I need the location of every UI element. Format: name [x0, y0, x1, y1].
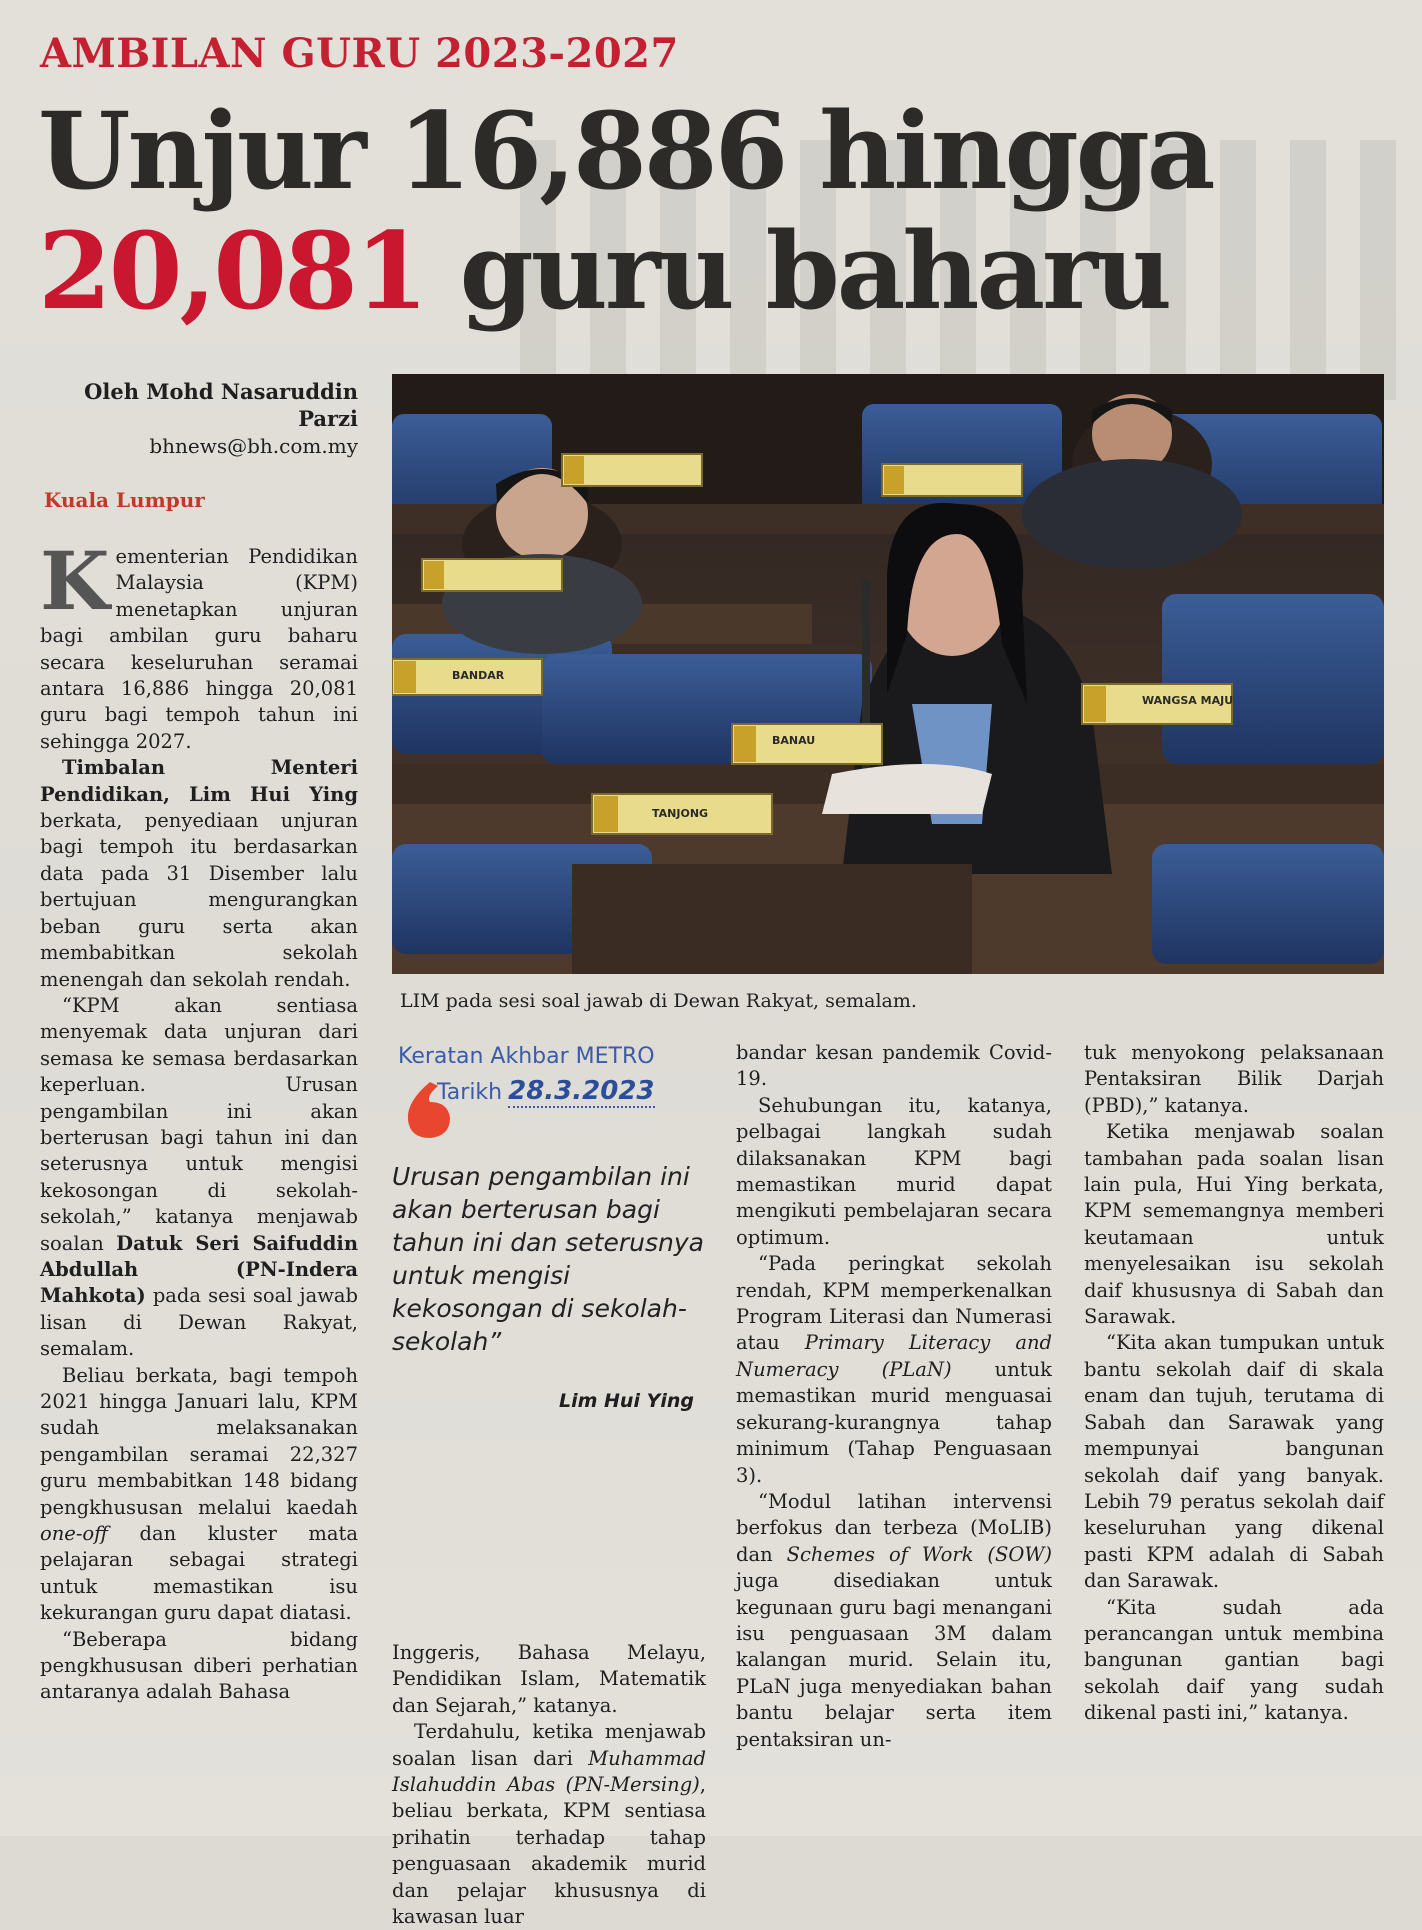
article-column-1: [40, 534, 358, 1706]
paragraph: juga disediakan untuk kegunaan guru bagi menangani isu penguasaan 3M dalam kalangan murid. Selain itu, PLaN juga menyediakan bahan bantu belajar serta item pentaksiran un-: [736, 1569, 1052, 1751]
byline: Oleh Mohd Nasaruddin Parzi: [84, 379, 358, 431]
stamp-date-label: Tarikh: [437, 1080, 503, 1105]
dateline: Kuala Lumpur: [44, 488, 205, 512]
nameplate-label: TANJONG: [652, 807, 709, 820]
headline-line-1: Unjur 16,886 hingga: [38, 88, 1213, 213]
paragraph: , beliau berkata, KPM sentiasa prihatin terhadap tahap penguasaan akademik murid dan pelajar khususnya di kawasan luar: [392, 1773, 706, 1929]
article-column-4: [1084, 1040, 1384, 1727]
italic-term: Primary Literacy and Numeracy (PLaN): [736, 1331, 1052, 1381]
paragraph: “Beberapa bidang pengkhususan diberi perhatian antaranya adalah Bahasa: [40, 1627, 358, 1704]
headline-rest: guru baharu: [425, 208, 1170, 333]
byline-email: bhnews@bh.com.my: [149, 434, 358, 458]
nameplate-label: WANGSA MAJU: [1142, 694, 1234, 707]
stamp-date-value: 28.3.2023: [508, 1076, 655, 1106]
headline-figure: 20,081: [38, 208, 426, 333]
paragraph: Inggeris, Bahasa Melayu, Pendidikan Islam, Matematik dan Sejarah,” katanya.: [392, 1641, 706, 1717]
pull-quote: Urusan pengambilan ini akan berterusan bagi tahun ini dan seterusnya untuk mengisi kekosongan di sekolah-sekolah”: [392, 1162, 704, 1356]
italic-term: Muhammad Islahuddin Abas (PN-Mersing): [392, 1746, 706, 1797]
nameplate-label: BANDAR: [452, 669, 505, 682]
parliament-photo: [392, 374, 1384, 974]
quote-mark-icon: [404, 1072, 456, 1142]
clipping-stamp-date: [437, 1076, 655, 1106]
questioner-name: Datuk Seri Saifuddin Abdullah (PN-Indera Mahkota): [40, 1231, 358, 1308]
drop-cap: K: [40, 534, 110, 628]
article-column-3: [736, 1040, 1052, 1753]
clipping-stamp-label: Keratan Akhbar METRO: [398, 1044, 655, 1069]
paragraph: tuk menyokong pelaksanaan Pentaksiran Bilik Darjah (PBD),” katanya.: [1084, 1041, 1384, 1117]
paragraph: untuk memastikan murid menguasai sekurang-kurangnya tahap minimum (Tahap Penguasaan 3).: [736, 1357, 1052, 1487]
paragraph: ementerian Pendidikan Malaysia (KPM) menetapkan unjuran bagi ambilan guru baharu secara keseluruhan seramai antara 16,886 hingga 20,081 guru bagi tempoh tahun ini sehingga 2027.: [40, 545, 358, 753]
paragraph: “Kita sudah ada perancangan untuk membina bangunan gantian bagi sekolah daif yang sudah dikenal pasti ini,” katanya.: [1084, 1595, 1384, 1725]
italic-term: Schemes of Work (SOW): [786, 1542, 1052, 1566]
kicker: AMBILAN GURU 2023-2027: [40, 30, 679, 77]
paragraph: Beliau berkata, bagi tempoh 2021 hingga Januari lalu, KPM sudah melaksanakan pengambilan seramai 22,327 guru membabitkan 148 bidang pengkhususan melalui kaedah: [40, 1363, 358, 1519]
paragraph: Sehubungan itu, katanya, pelbagai langkah sudah dilaksanakan KPM bagi memastikan murid dapat mengikuti pembelajaran secara optimum.: [736, 1093, 1052, 1249]
italic-term: one-off: [40, 1522, 108, 1546]
paragraph: Ketika menjawab soalan tambahan pada soalan lisan lain pula, Hui Ying berkata, KPM sememangnya memberi keutamaan untuk menyelesaikan isu sekolah daif khususnya di Sabah dan Sarawak.: [1084, 1120, 1384, 1329]
headline-line-2: [38, 208, 1170, 333]
paragraph: dan kluster mata pelajaran sebagai strategi untuk memastikan isu kekurangan guru dapat diatasi.: [40, 1522, 358, 1625]
paragraph: “KPM akan sentiasa menyemak data unjuran dari semasa ke semasa berdasarkan keperluan. Urusan pengambilan ini akan berterusan bagi tahun ini dan seterusnya untuk mengisi kekosongan di sekolah-sekolah,” katanya menjawab soalan: [40, 993, 358, 1255]
paragraph: Terdahulu, ketika menjawab soalan lisan dari: [392, 1720, 706, 1770]
pull-quote-attribution: Lim Hui Ying: [559, 1390, 694, 1412]
paragraph: “Kita akan tumpukan untuk bantu sekolah daif di skala enam dan tujuh, terutama di Sabah dan Sarawak yang mempunyai bangunan sekolah daif yang banyak. Lebih 79 peratus sekolah daif keseluruhan yang dikenal pasti KPM adalah di Sabah dan Sarawak.: [1084, 1331, 1384, 1593]
paragraph: bandar kesan pandemik Covid-19.: [736, 1041, 1052, 1091]
article-column-2: [392, 1640, 706, 1930]
paragraph: berkata, penyediaan unjuran bagi tempoh itu berdasarkan data pada 31 Disember lalu bertujuan mengurangkan beban guru serta akan membabitkan sekolah menengah dan sekolah rendah.: [40, 809, 358, 991]
paragraph: pada sesi soal jawab lisan di Dewan Rakyat, semalam.: [40, 1284, 358, 1361]
paragraph: “Modul latihan intervensi berfokus dan terbeza (MoLIB) dan: [736, 1489, 1052, 1566]
minister-name: Timbalan Menteri Pendidikan, Lim Hui Ying: [40, 756, 358, 806]
nameplate-label: BANAU: [772, 734, 816, 747]
paragraph: “Pada peringkat sekolah rendah, KPM memperkenalkan Program Literasi dan Numerasi atau: [736, 1252, 1052, 1355]
photo-caption: LIM pada sesi soal jawab di Dewan Rakyat, semalam.: [400, 990, 917, 1012]
